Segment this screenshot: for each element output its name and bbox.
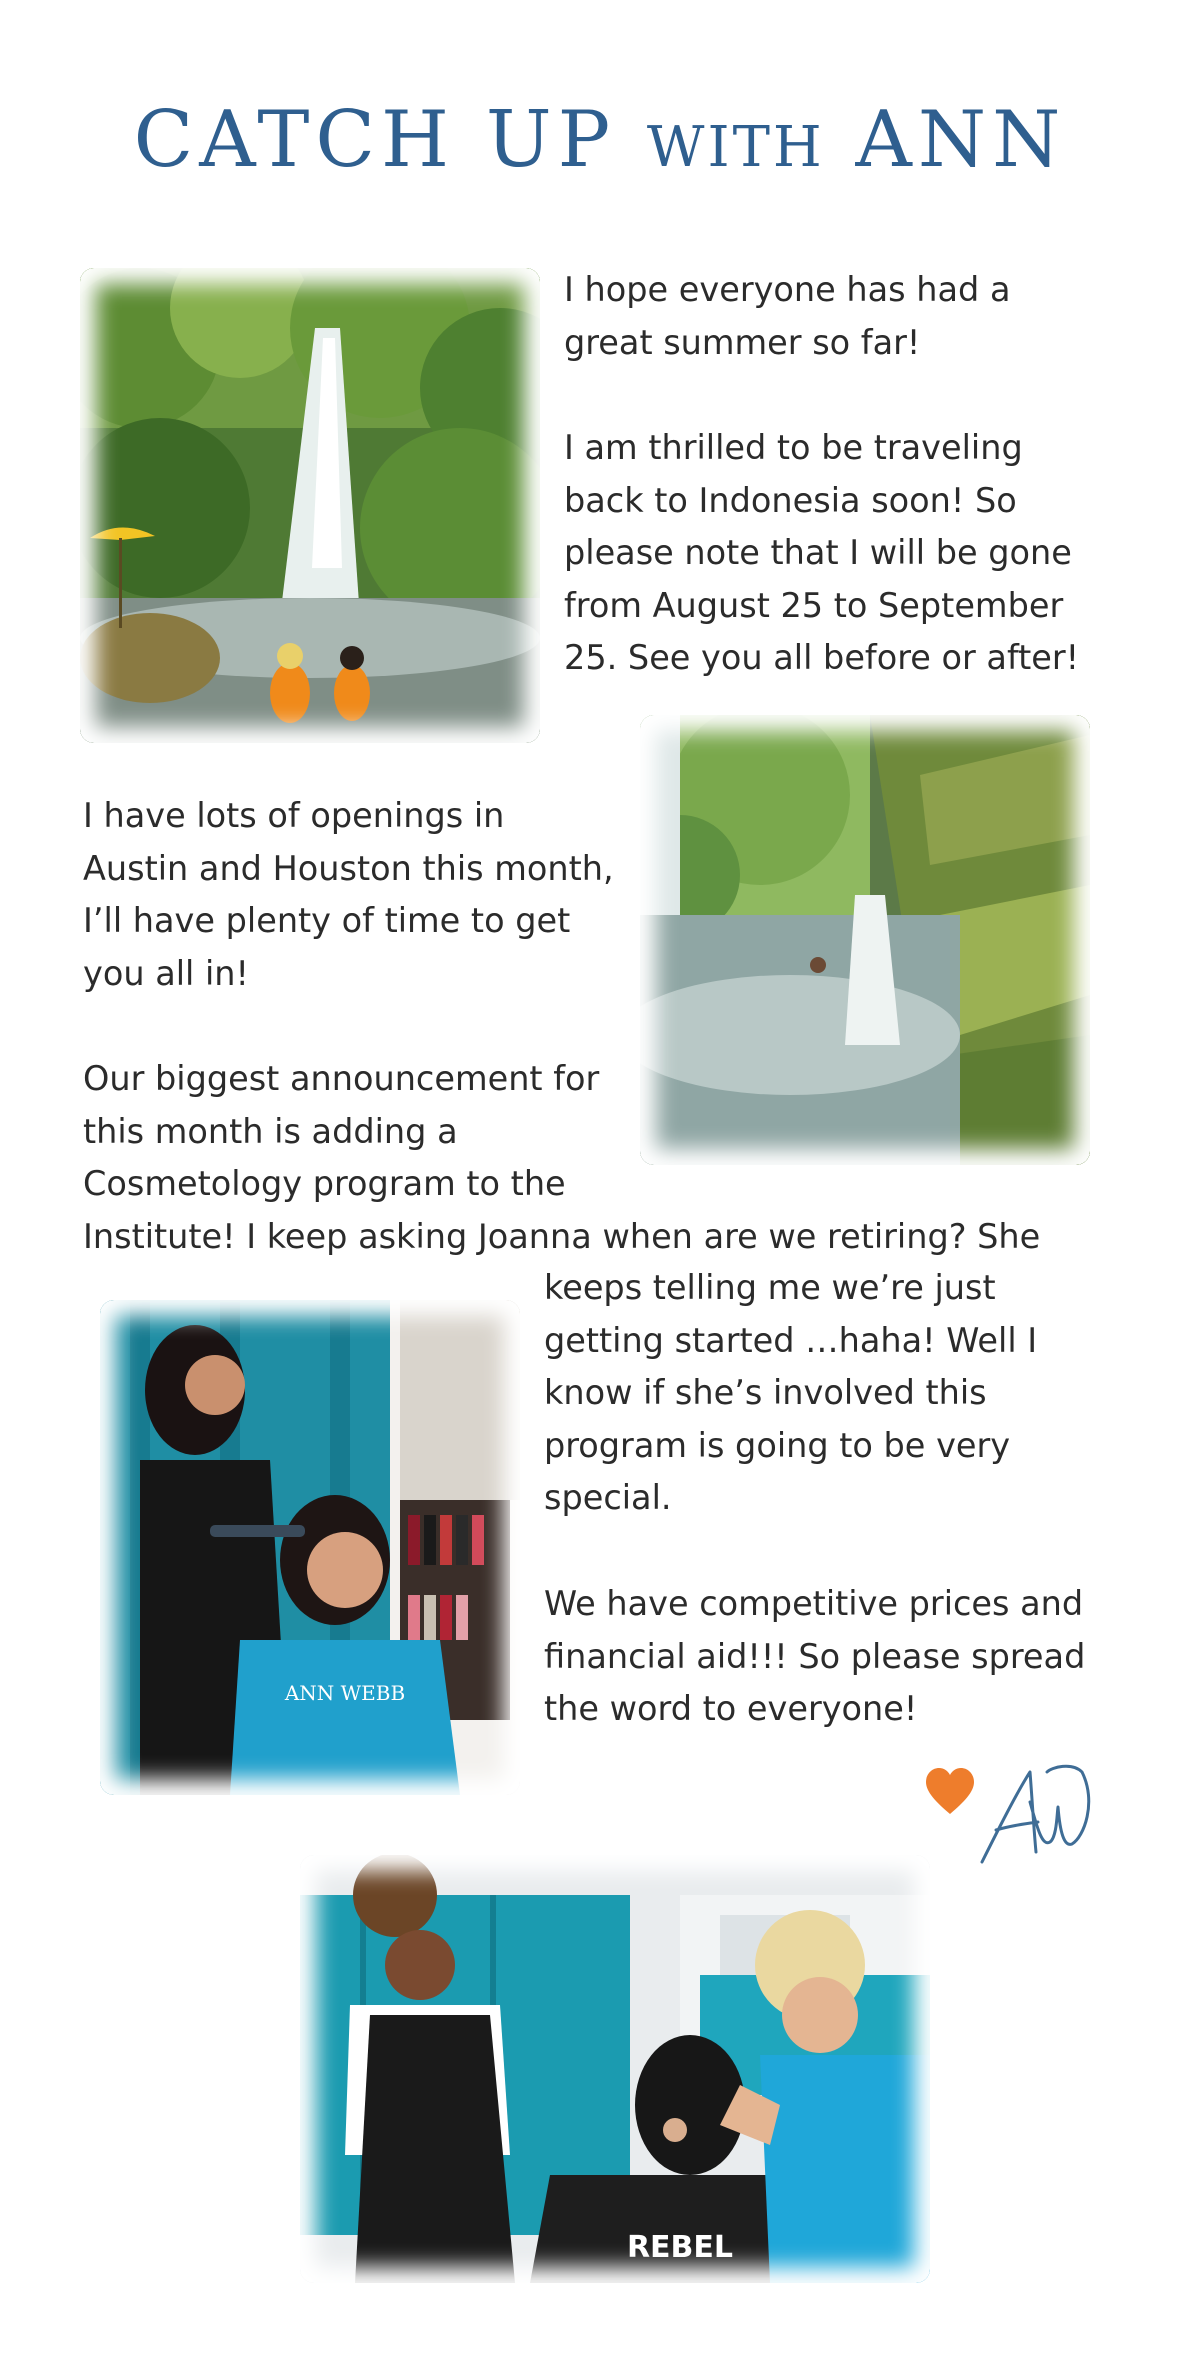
text-line: this month is adding a [83, 1111, 458, 1151]
text-line: I am thrilled to be traveling [564, 428, 1023, 467]
title-end: ANN [824, 95, 1067, 185]
text-line: program is going to be very [544, 1425, 1011, 1465]
paragraph-continued [544, 1262, 1037, 1525]
stylist-photo [100, 1300, 520, 1795]
text-line: from August 25 to September [564, 585, 1064, 625]
text-line: I hope everyone has had a [564, 270, 1011, 309]
text-line: keeps telling me we’re just [544, 1268, 996, 1307]
shirt-logo: ANN WEBB [284, 1681, 406, 1705]
paragraph-announcement [83, 1053, 1040, 1263]
text-line: know if she’s involved this [544, 1373, 987, 1412]
waterfall-photo [80, 268, 540, 743]
title-main: CATCH UP [133, 95, 647, 185]
text-line: you all in! [83, 953, 249, 993]
text-line: special. [544, 1478, 672, 1517]
paragraph-pricing [544, 1578, 1085, 1736]
text-line: back to Indonesia soon! So [564, 480, 1017, 520]
text-line: Cosmetology program to the [83, 1164, 566, 1203]
text-line: please note that I will be gone [564, 533, 1072, 572]
paragraph-travel [564, 422, 1079, 685]
text-line: I have lots of openings in [83, 796, 505, 835]
salon-haircut-photo [300, 1855, 930, 2283]
text-line: We have competitive prices and [544, 1584, 1084, 1623]
aw-signature [922, 1752, 1102, 1872]
text-line: the word to everyone! [544, 1689, 918, 1728]
heart-icon [926, 1768, 974, 1814]
paragraph-greeting [564, 264, 1010, 369]
text-line: Institute! I keep asking Joanna when are we retiring? She [83, 1216, 1041, 1256]
text-line: 25. See you all before or after! [564, 638, 1080, 677]
cape-logo: REBEL [626, 2230, 734, 2265]
text-line: getting started …haha! Well I [544, 1320, 1038, 1360]
text-line: Our biggest announcement for [83, 1059, 600, 1098]
text-line: financial aid!!! So please spread [544, 1636, 1086, 1676]
text-line: I’ll have plenty of time to get [83, 901, 571, 940]
title-small: WITH [646, 115, 825, 180]
text-line: great summer so far! [564, 322, 921, 362]
page-title [0, 95, 1200, 185]
text-line: Austin and Houston this month, [83, 848, 614, 888]
paragraph-openings [83, 790, 614, 1000]
